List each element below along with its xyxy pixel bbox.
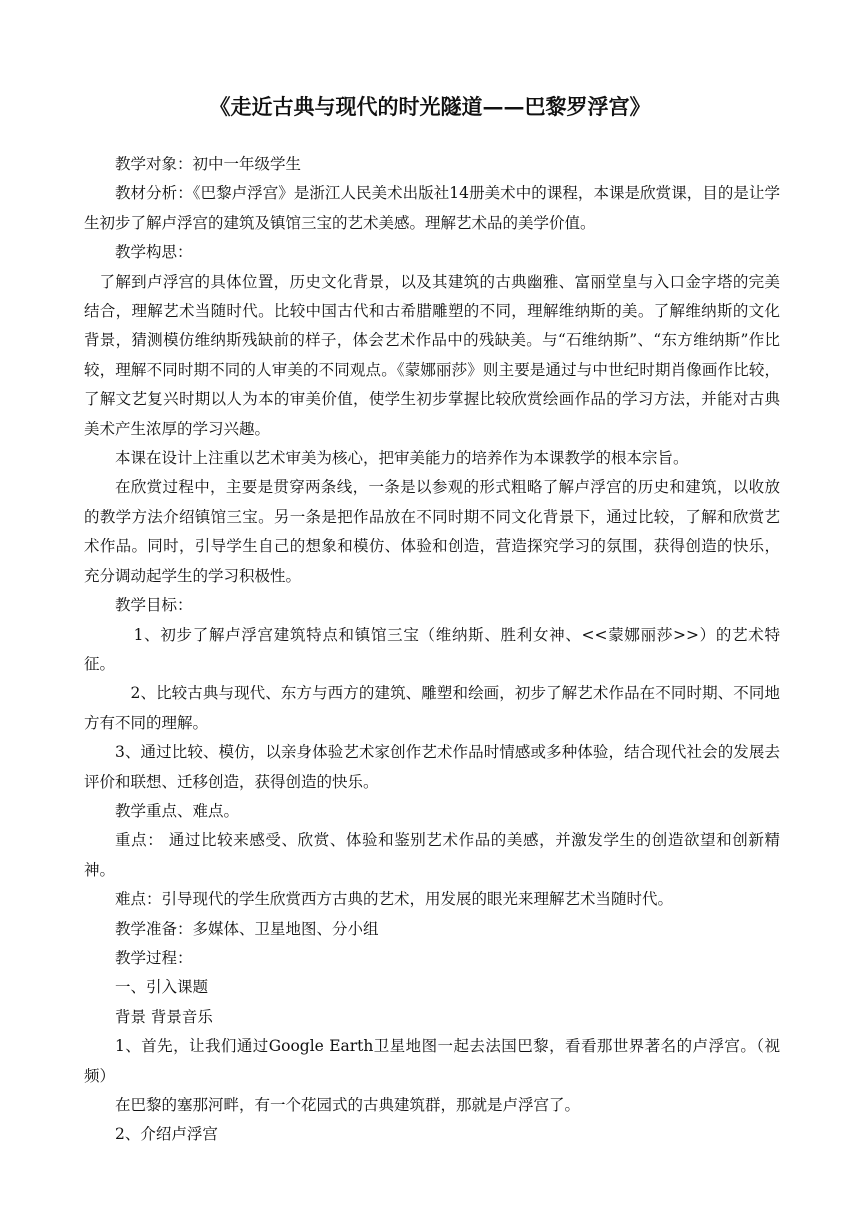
paragraph-section-1: 一、引入课题 [115, 978, 209, 997]
paragraph-seine: 在巴黎的塞那河畔，有一个花园式的古典建筑群，那就是卢浮宫了。 [115, 1096, 581, 1114]
document-body [84, 150, 780, 1150]
paragraph-material-analysis: 教材分析：《巴黎卢浮宫》是浙江人民美术出版社14册美术中的课程，本课是欣赏课，目的是让学生初步了解卢浮宫的建筑及镇馆三宝的艺术美感。理解艺术品的美学价值。 [84, 184, 780, 232]
paragraph-process-heading: 教学过程： [115, 948, 193, 967]
paragraph-step-1: 1、首先，让我们通过Google Earth卫星地图一起去法国巴黎，看看那世界著名的卢浮宫。（视频） [84, 1037, 780, 1085]
paragraph-preparation: 教学准备：多媒体、卫星地图、分小组 [115, 919, 379, 938]
document-title: 《走近古典与现代的时光隧道——巴黎罗浮宫》 [209, 94, 651, 119]
paragraph-key-difficult-heading: 教学重点、难点。 [115, 801, 240, 820]
paragraph-teaching-target: 教学对象：初中一年级学生 [115, 155, 302, 173]
paragraph-appreciation-process: 在欣赏过程中，主要是贯穿两条线，一条是以参观的形式粗略了解卢浮宫的历史和建筑，以收放的教学方法介绍镇馆三宝。另一条是把作品放在不同时期不同文化背景下，通过比较，了解和欣赏艺术作品。同时，引导学生自己的想象和模仿、体验和创造，营造探究学习的氛围，获得创造的快乐，充分调动起学生的学习积极性。 [84, 478, 780, 585]
paragraph-teaching-concept-heading: 教学构思： [115, 243, 193, 262]
paragraph-teaching-goals-heading: 教学目标： [115, 596, 193, 615]
paragraph-teaching-concept: 了解到卢浮宫的具体位置，历史文化背景，以及其建筑的古典幽雅、富丽堂皇与入口金字塔的完美结合，理解艺术当随时代。比较中国古代和古希腊雕塑的不同，理解维纳斯的美。了解维纳斯的文化背景，猜测模仿维纳斯残缺前的样子，体会艺术作品中的残缺美。与“石维纳斯”、“东方维纳斯”作比较，理解不同时期不同的人审美的不同观点。《蒙娜丽莎》则主要是通过与中世纪时期肖像画作比较，了解文艺复兴时期以人为本的审美价值，使学生初步掌握比较欣赏绘画作品的学习方法，并能对古典美术产生浓厚的学习兴趣。 [84, 272, 780, 438]
paragraph-step-2: 2、介绍卢浮宫 [115, 1125, 218, 1144]
paragraph-key-point: 重点： 通过比较来感受、欣赏、体验和鉴别艺术作品的美感，并激发学生的创造欲望和创新精神。 [84, 831, 780, 879]
paragraph-goal-3: 3、通过比较、模仿，以亲身体验艺术家创作艺术作品时情感或多种体验，结合现代社会的发展去评价和联想、迁移创造，获得创造的快乐。 [84, 743, 780, 791]
paragraph-goal-1: 1、初步了解卢浮宫建筑特点和镇馆三宝（维纳斯、胜利女神、<<蒙娜丽莎>>）的艺术特征。 [84, 625, 780, 673]
paragraph-difficult-point: 难点：引导现代的学生欣赏西方古典的艺术，用发展的眼光来理解艺术当随时代。 [115, 890, 674, 909]
paragraph-background: 背景 背景音乐 [115, 1007, 213, 1026]
paragraph-goal-2: 2、比较古典与现代、东方与西方的建筑、雕塑和绘画，初步了解艺术作品在不同时期、不同地方有不同的理解。 [84, 684, 780, 732]
paragraph-design-focus: 本课在设计上注重以艺术审美为核心，把审美能力的培养作为本课教学的根本宗旨。 [115, 449, 689, 468]
